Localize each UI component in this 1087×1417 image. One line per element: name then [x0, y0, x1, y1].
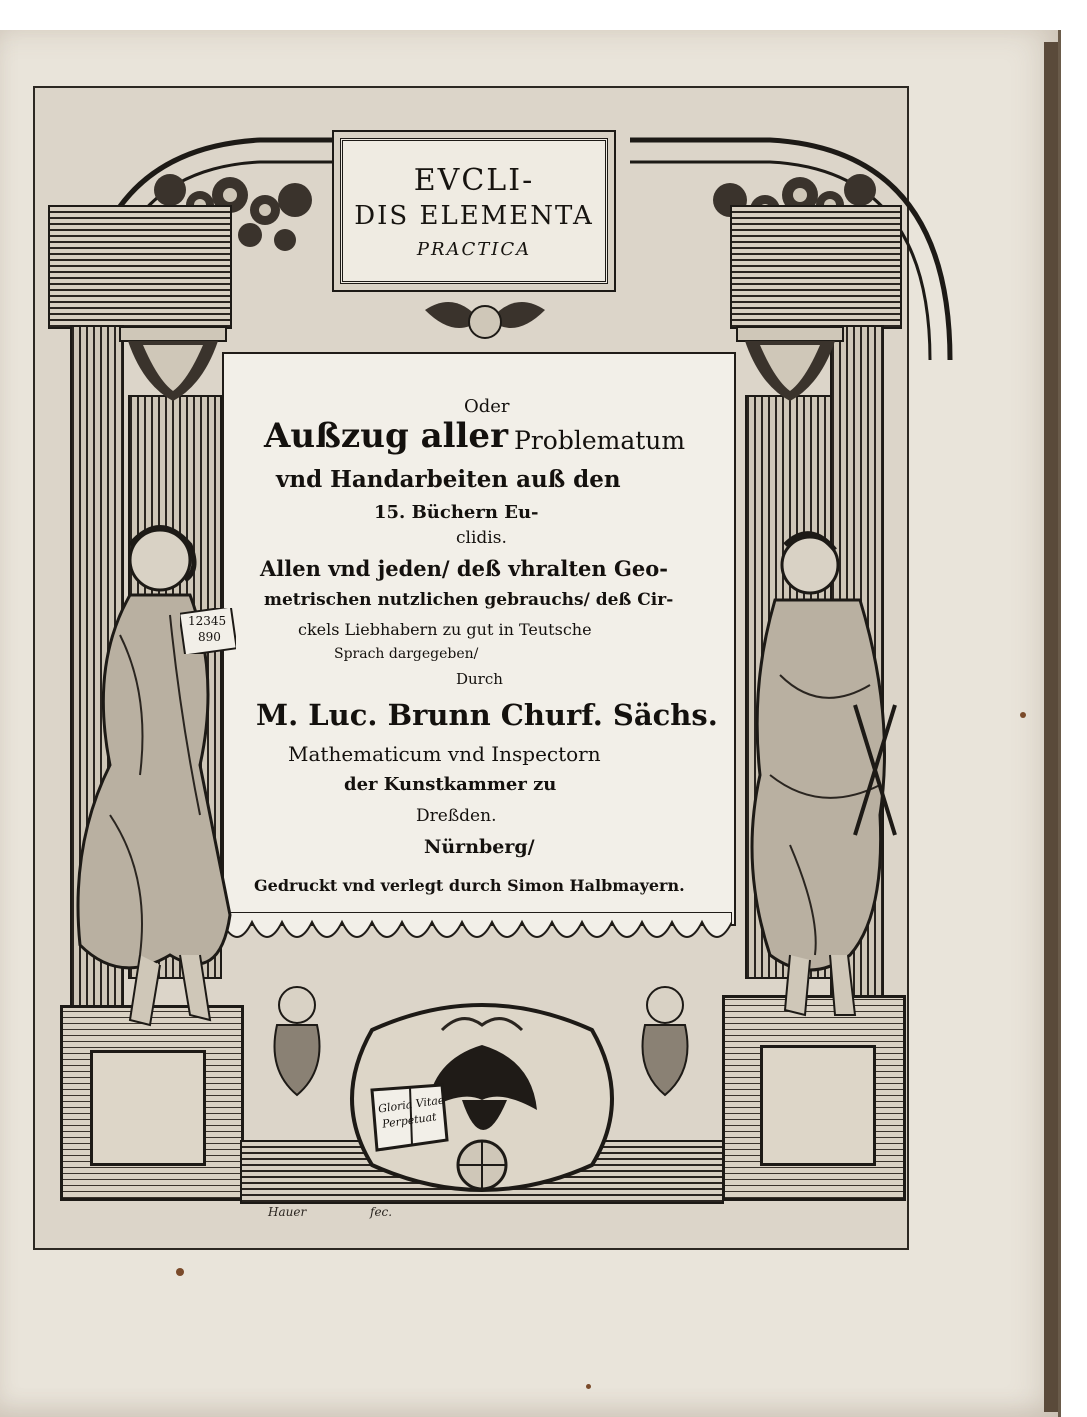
- right-allegorical-figure: [720, 515, 910, 1035]
- left-allegorical-figure: [50, 515, 240, 1035]
- right-entablature: [730, 205, 902, 329]
- title-line-sprach: Sprach dargegeben/: [334, 646, 479, 662]
- title-line-problematum: Problematum: [514, 426, 686, 455]
- winged-cherub-ornament: [415, 290, 555, 360]
- left-pedestal-panel: [90, 1050, 206, 1166]
- right-pedestal-panel: [760, 1045, 876, 1166]
- title-line-mathematicum: Mathematicum vnd Inspectorn: [288, 742, 601, 766]
- title-line-oder: Oder: [464, 396, 510, 417]
- left-angel-ornament: [262, 980, 332, 1100]
- title-line-buechern: 15. Büchern Eu-: [374, 502, 539, 523]
- tablet-digits-1: 12345: [188, 614, 227, 628]
- cartouche-line-2: DIS ELEMENTA: [354, 201, 594, 231]
- right-corinthian-capital: [735, 325, 845, 405]
- title-line-liebhabern: ckels Liebhabern zu gut in Teutsche: [298, 620, 592, 639]
- title-line-auszug: Außzug aller: [264, 416, 508, 456]
- book-spine: [1044, 42, 1058, 1412]
- title-line-clidis: clidis.: [456, 528, 507, 548]
- title-line-handarbeiten: vnd Handarbeiten auß den: [276, 466, 621, 493]
- title-line-author: M. Luc. Brunn Churf. Sächs.: [256, 698, 718, 732]
- left-corinthian-capital: [118, 325, 228, 405]
- title-line-dresden: Dreßden.: [416, 806, 497, 826]
- cartouche-line-3: PRACTICA: [416, 239, 532, 260]
- title-line-kunstkammer: der Kunstkammer zu: [344, 774, 557, 795]
- engraver-signature-left: Hauer: [268, 1205, 307, 1219]
- book-motto-line-2: Perpetuat: [381, 1110, 438, 1131]
- title-line-durch: Durch: [456, 670, 503, 688]
- foxing-spot: [586, 1384, 591, 1389]
- foxing-spot: [1020, 712, 1026, 718]
- title-text-panel: [222, 352, 736, 926]
- left-entablature: [48, 205, 232, 329]
- title-line-allen: Allen vnd jeden/ deß vhralten Geo-: [260, 556, 668, 581]
- book-motto-line-1: Gloria Vitae: [377, 1093, 446, 1116]
- tablet-digits-2: 890: [198, 630, 221, 644]
- right-angel-ornament: [630, 980, 700, 1100]
- cartouche-line-1: EVCLI-: [413, 163, 535, 198]
- engraver-signature-right: fec.: [370, 1205, 393, 1219]
- title-line-metrischen: metrischen nutzlichen gebrauchs/ deß Cir-: [264, 590, 674, 610]
- title-line-imprint: Gedruckt vnd verlegt durch Simon Halbmayern.: [254, 876, 685, 895]
- title-cartouche: [340, 138, 608, 284]
- title-line-nuernberg: Nürnberg/: [424, 836, 535, 858]
- foxing-spot: [176, 1268, 184, 1276]
- drapery-scallop-edge: [222, 912, 732, 956]
- eagle-emblem: [332, 990, 632, 1205]
